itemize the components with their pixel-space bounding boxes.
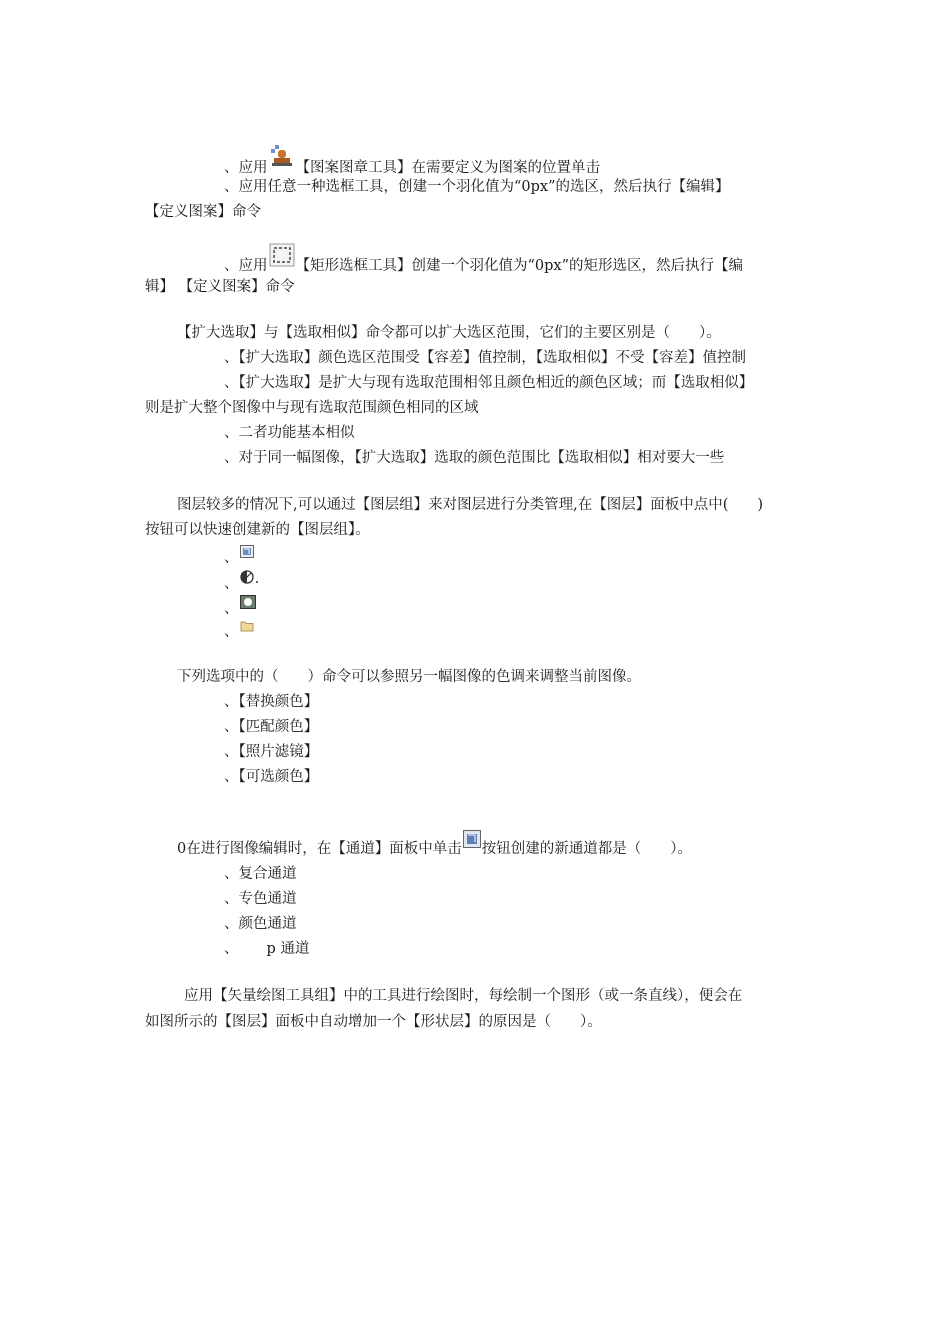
- q6-stem-line2: 如图所示的【图层】面板中自动增加一个【形状层】的原因是（ ）。: [145, 1014, 602, 1030]
- q4-option-c: 、【照片滤镜】: [224, 744, 319, 760]
- q3-option-d: [224, 620, 255, 642]
- new-channel-icon: [463, 830, 481, 848]
- q5-option-d-mark: 、: [224, 941, 239, 957]
- q1-option-d: [224, 243, 743, 276]
- q2-option-a: 、【扩大选取】颜色选区范围受【容差】值控制，【选取相似】不受【容差】值控制: [224, 350, 746, 366]
- q2-option-b-line1: 、【扩大选取】是扩大与现有选取范围相邻且颜色相近的颜色区域；而【选取相似】: [224, 375, 754, 391]
- q1-option-d-line2: 辑】 【定义图案】命令: [145, 279, 295, 295]
- q5-stem: [177, 830, 692, 859]
- q5-stem-suffix: 按钮创建的新通道都是（ ）。: [481, 841, 692, 857]
- q5-option-b: 、专色通道: [224, 891, 297, 907]
- q4-option-a: 、【替换颜色】: [224, 694, 319, 710]
- q3-option-a-mark: 、: [224, 550, 239, 566]
- q3-option-b: [224, 570, 261, 594]
- pattern-stamp-icon: [269, 144, 295, 168]
- q5-option-d: [224, 939, 309, 959]
- q3-option-c: [224, 595, 257, 619]
- q1-option-b-prefix: 、应用: [224, 160, 268, 176]
- q3-option-a: [224, 545, 255, 568]
- q4-option-d: 、【可选颜色】: [224, 769, 319, 785]
- rectangular-marquee-icon: [269, 243, 295, 267]
- q5-option-a: 、复合通道: [224, 866, 297, 882]
- q4-stem: 下列选项中的（ ）命令可以参照另一幅图像的色调来调整当前图像。: [177, 669, 641, 685]
- q1-option-d-prefix: 、应用: [224, 258, 268, 274]
- q1-option-b: [224, 144, 600, 178]
- q3-option-d-mark: 、: [224, 624, 239, 640]
- q4-option-b: 、【匹配颜色】: [224, 719, 319, 735]
- q2-option-c: 、二者功能基本相似: [224, 425, 355, 441]
- new-layer-icon: [240, 545, 254, 558]
- q1-option-d-text: 【矩形选框工具】创建一个羽化值为“0px”的矩形选区，然后执行【编: [295, 258, 744, 274]
- q1-option-b-text: 【图案图章工具】在需要定义为图案的位置单击: [295, 160, 600, 176]
- q5-option-c: 、颜色通道: [224, 916, 297, 932]
- q2-stem: 【扩大选取】与【选取相似】命令都可以扩大选区范围，它们的主要区别是（ ）。: [177, 325, 721, 341]
- adjustment-layer-icon: [240, 570, 260, 584]
- q1-option-c-line1: 、应用任意一种选框工具，创建一个羽化值为“0px”的选区，然后执行【编辑】: [224, 179, 730, 195]
- layer-mask-icon: [240, 595, 256, 609]
- q3-stem-line2: 按钮可以快速创建新的【图层组】。: [145, 522, 370, 538]
- q3-stem-line1: 图层较多的情况下,可以通过【图层组】来对图层进行分类管理,在【图层】面板中点中( ): [177, 497, 764, 513]
- q1-option-c-line2: 【定义图案】命令: [145, 204, 261, 220]
- q3-option-b-mark: 、: [224, 576, 239, 592]
- q5-stem-prefix: 0在进行图像编辑时，在【通道】面板中单击: [177, 841, 462, 857]
- q2-option-b-line2: 则是扩大整个图像中与现有选取范围颜色相同的区域: [145, 400, 479, 416]
- q2-option-d: 、对于同一幅图像，【扩大选取】选取的颜色范围比【选取相似】相对要大一些: [224, 450, 725, 466]
- q3-option-c-mark: 、: [224, 601, 239, 617]
- q5-option-d-text: p 通道: [266, 941, 310, 957]
- q6-stem-line1: 应用【矢量绘图工具组】中的工具进行绘图时，每绘制一个图形（或一条直线），便会在: [184, 988, 743, 1004]
- folder-icon: [240, 620, 254, 632]
